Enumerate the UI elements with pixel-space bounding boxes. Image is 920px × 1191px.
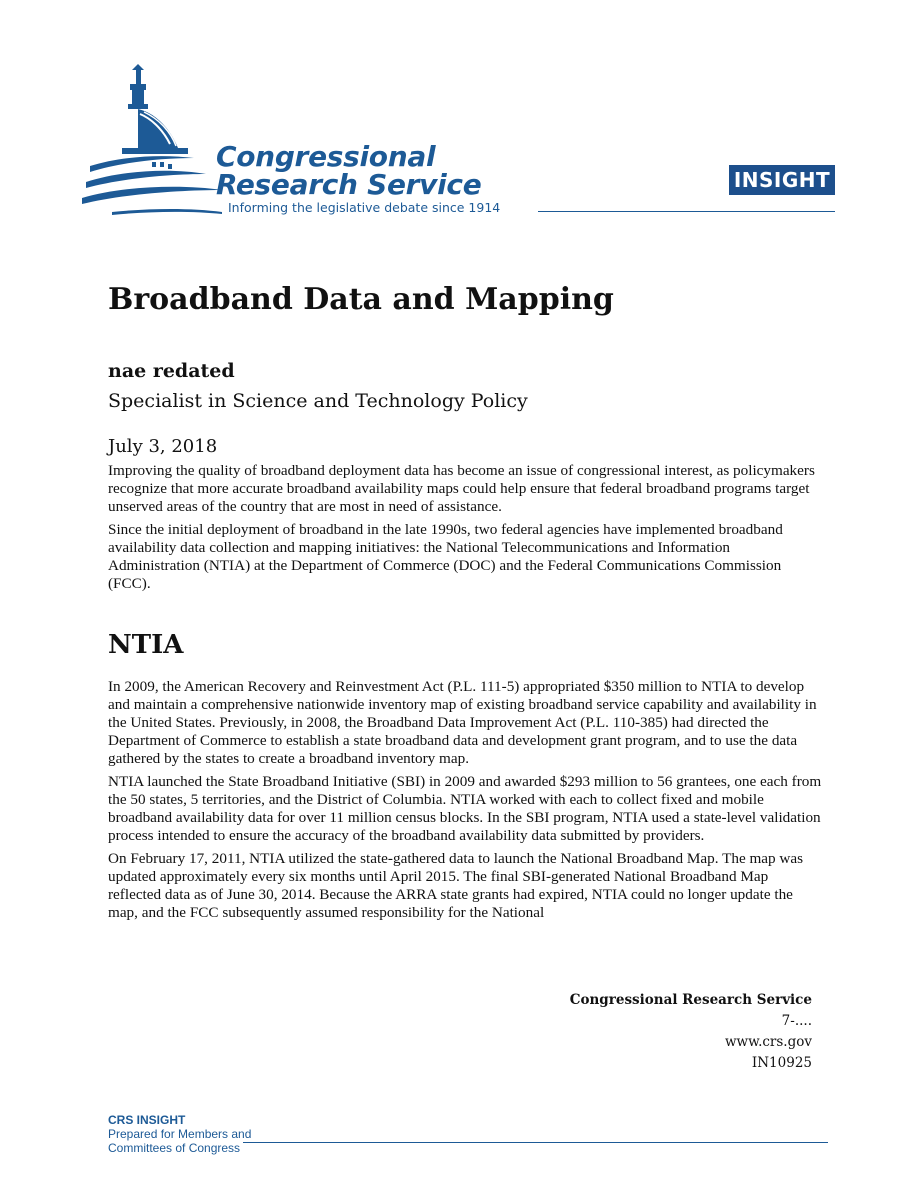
capitol-dome-logo <box>82 62 227 222</box>
document-title: Broadband Data and Mapping <box>108 282 614 317</box>
crs-logo-line1: Congressional <box>216 140 436 173</box>
intro-text <box>108 462 823 598</box>
section-text <box>108 678 823 927</box>
insight-badge: INSIGHT <box>729 165 835 195</box>
tagline-rule <box>538 211 835 212</box>
footer-info <box>570 990 812 1074</box>
author-role: Specialist in Science and Technology Policy <box>108 390 528 412</box>
intro-paragraph: Since the initial deployment of broadband in the late 1990s, two federal agencies have implemented broadband availability data collection and mapping initiatives: the National Telecommunications and Information Administration (NTIA) at the Department of Commerce (DOC) and the Federal Communications Commission (FCC). <box>108 521 783 592</box>
section-paragraph: On February 17, 2011, NTIA utilized the state-gathered data to launch the National Broadband Map. The map was updated approximately every six months until April 2015. The final SBI-generated National Broadband Map reflected data as of June 30, 2014. Because the ARRA state grants had expired, NTIA could no longer update the map, and the FCC subsequently assumed responsibility for the National <box>108 850 804 921</box>
section-paragraph: NTIA launched the State Broadband Initiative (SBI) in 2009 and awarded $293 million to 56 grantees, one each from the 50 states, 5 territories, and the District of Columbia. NTIA worked with each to collect fixed and mobile broadband availability data for over 11 million census blocks. In the SBI program, NTIA used a state-level validation process intended to ensure the accuracy of the broadband availability data submitted by providers. <box>108 773 822 844</box>
footer-product-id: IN10925 <box>751 1055 812 1071</box>
footer-prepared-line1: Prepared for Members and <box>108 1127 252 1141</box>
crs-tagline: Informing the legislative debate since 1914 <box>228 200 501 215</box>
document-date: July 3, 2018 <box>108 436 218 457</box>
footer-org: Congressional Research Service <box>569 992 812 1008</box>
footer-rule <box>243 1142 828 1143</box>
footer-prepared-line2: Committees of Congress <box>108 1141 241 1155</box>
intro-paragraph: Improving the quality of broadband deployment data has become an issue of congressional interest, as policymakers recognize that more accurate broadband availability maps could help ensure that federal broadband programs target unserved areas of the country that are most in need of assistance. <box>108 462 815 515</box>
section-paragraph: In 2009, the American Recovery and Reinvestment Act (P.L. 111-5) appropriated $350 million to NTIA to develop and maintain a comprehensive nationwide inventory map of existing broadband service capability and availability in the United States. Previously, in 2008, the Broadband Data Improvement Act (P.L. 110-385) had directed the Department of Commerce to establish a state broadband data and development grant program, and to use the data gathered by the states to create a broadband inventory map. <box>108 678 817 767</box>
footer-website: www.crs.gov <box>725 1034 812 1050</box>
section-heading: NTIA <box>108 630 184 660</box>
crs-logo-line2: Research Service <box>216 168 482 201</box>
footer-report-number: 7-.... <box>781 1013 812 1029</box>
footer-label: CRS INSIGHT <box>108 1113 186 1127</box>
footer-crs-insight <box>108 1113 251 1155</box>
author-name: nae redated <box>108 360 235 382</box>
